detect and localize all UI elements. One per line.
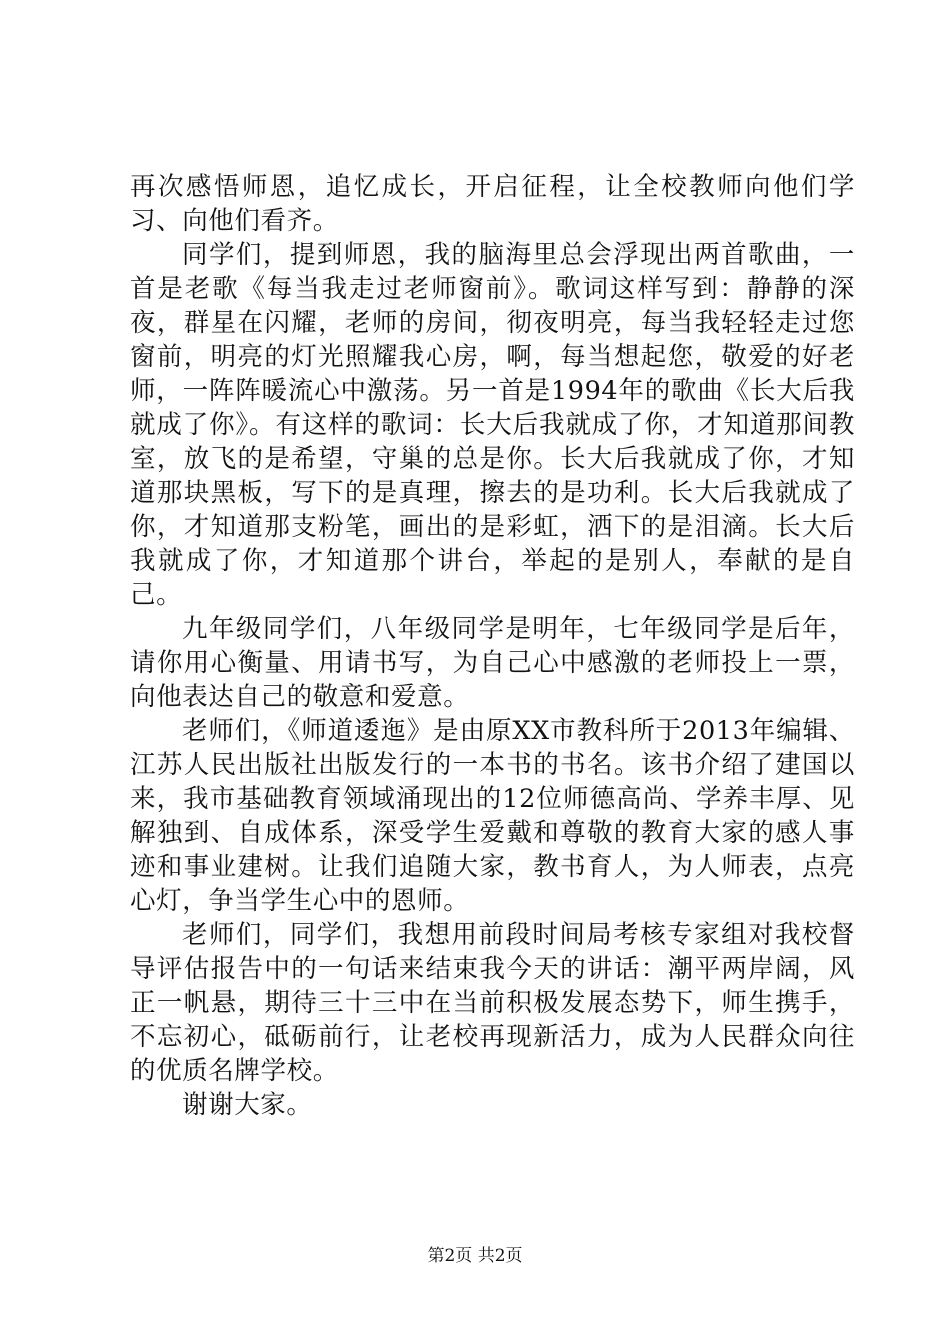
- paragraph-songs: 同学们，提到师恩，我的脑海里总会浮现出两首歌曲，一首是老歌《每当我走过老师窗前》。歌词这样写到：静静的深夜，群星在闪耀，老师的房间，彻夜明亮，每当我轻轻走过您窗前，明亮的灯光照耀我心房，啊，每当想起您，敬爱的好老师，一阵阵暖流心中激荡。另一首是1994年的歌曲《长大后我就成了你》。有这样的歌词：长大后我就成了你，才知道那间教室，放飞的是希望，守巢的总是你。长大后我就成了你，才知道那块黑板，写下的是真理，擦去的是功利。长大后我就成了你，才知道那支粉笔，画出的是彩虹，洒下的是泪滴。长大后我就成了你，才知道那个讲台，举起的是别人，奉献的是自己。: [130, 240, 855, 610]
- paragraph-closing: 老师们，同学们，我想用前段时间局考核专家组对我校督导评估报告中的一句话来结束我今天的讲话：潮平两岸阔，风正一帆悬，期待三十三中在当前积极发展态势下，师生携手，不忘初心，砥砺前行，让老校再现新活力，成为人民群众向往的优质名牌学校。: [130, 920, 855, 1086]
- paragraph-vote: 九年级同学们，八年级同学是明年，七年级同学是后年，请你用心衡量、用请书写，为自己心中感激的老师投上一票，向他表达自己的敬意和爱意。: [130, 614, 855, 712]
- paragraph-thanks: 谢谢大家。: [182, 1090, 313, 1120]
- paragraph-book: 老师们，《师道逶迤》是由原XX市教科所于2013年编辑、江苏人民出版社出版发行的一本书的书名。该书介绍了建国以来，我市基础教育领域涌现出的12位师德高尚、学养丰厚、见解独到、自成体系，深受学生爱戴和尊敬的教育大家的感人事迹和事业建树。让我们追随大家，教书育人，为人师表，点亮心灯，争当学生心中的恩师。: [130, 716, 855, 916]
- paragraph-continuation: 再次感悟师恩，追忆成长，开启征程，让全校教师向他们学习、向他们看齐。: [130, 172, 855, 236]
- document-body: [130, 170, 855, 1122]
- page-number-footer: 第2页 共2页: [427, 1246, 523, 1266]
